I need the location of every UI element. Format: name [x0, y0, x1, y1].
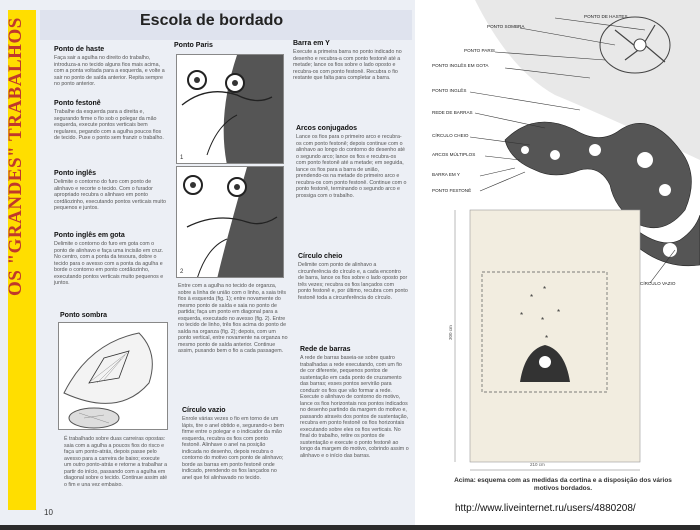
section-ponto-ingles: [54, 170, 166, 212]
section-title: Ponto festonê: [54, 100, 101, 107]
ponto-paris-figure-2: [176, 166, 284, 278]
label-ponto-de-hastes: PONTO DE HASTES: [584, 14, 628, 19]
section-circulo-cheio: [298, 253, 408, 301]
section-ponto-paris-title-wrap: [174, 42, 284, 51]
series-title: OS "GRANDES" TRABALHOS: [5, 17, 26, 296]
section-text: A rede de barras baseia-se sobre quatro trabalhadas a rede executando, com um fio de cor diferente, pequenos pontos de sustentação em cada ponto de cruzamento das barras; esses pontos servirão para conduzir os fios que vão formar a rede. Execute o alinhavo de contorno do motivo, lance os fios horizontais nos pontos indicados no desenho partindo da margem do motivo e, passando através dos pontos de sustentação, recubra em ponto festonê os fios horizontais executando sobre eles os fios verticais. No final do trabalho, retire os pontos de sustentação e execute o ponto festonê ao longo da margem do motivo, cobrindo assim o alinhavo e o início das barras.: [300, 355, 409, 459]
svg-text:*: *: [530, 293, 534, 302]
section-title: Ponto de haste: [54, 46, 105, 53]
label-circulo-vazio: CÍRCULO VAZIO: [640, 281, 676, 286]
section-title: Ponto sombra: [60, 312, 108, 319]
section-ponto-paris: [178, 283, 288, 355]
svg-text:*: *: [543, 285, 547, 294]
section-text: Faça sair a agulha no direito do trabalho, introduza-a no tecido alguns fios mais acima, com a ponta voltada para a esquerda, e volte a sair no ponto de saída anterior. Repita sempre no ponto anterior.: [54, 55, 165, 87]
section-ponto-festone: [54, 100, 166, 142]
source-url: http://www.liveinternet.ru/users/4880208/: [455, 503, 636, 514]
dimension-height: 300 cm: [448, 325, 453, 340]
section-text: Entre com a agulha no tecido de organza, sobre a linha de união com o linho, a saia três fios à esquerda (fig. 1); entre novamente do mesmo ponto de saída e saia no ponto de partida; faça um ponto em diagonal para a esquerda, executado no avesso (fig. 2). Entre no tecido de linho, três fios acima do ponto de saída na organza (fig. 2); depois, com um ponto vertical, entre novamente na organza no mesmo ponto de saída anterior. Continue assim, puxando bem o fio a cada passagem.: [178, 283, 288, 354]
label-circulo-cheio: CÍRCULO CHEIO: [432, 133, 469, 138]
section-title: Arcos conjugados: [296, 125, 358, 132]
figure-number: 1: [180, 155, 184, 161]
figure-number: 2: [180, 269, 184, 275]
svg-text:*: *: [541, 316, 545, 325]
section-text: Execute a primeira barra no ponto indicado no desenho e recubra-a com ponto festonê até a metade; lance os fios sobre o lado oposto e recubra-os com ponto festonê. Recubra o fio restante que falta para completar a barra.: [293, 49, 402, 81]
label-ponto-ingles: PONTO INGLÊS: [432, 88, 467, 93]
embroidery-diagram: [415, 0, 700, 525]
dimension-width: 210 cm: [530, 462, 545, 467]
label-ponto-ingles-gota: PONTO INGLÊS EM GOTA: [432, 63, 489, 68]
ponto-sombra-illustration: [58, 322, 168, 430]
section-text: Trabalhe da esquerda para a direita e, segurando firme o fio sob o polegar da mão esquerda, execute pontos verticais bem regulares, pegando com a agulha poucos fios de tecido. Puxe o ponto sem franzir o trabalho.: [54, 109, 164, 141]
ponto-paris-figure-1: [176, 54, 284, 164]
right-page: [415, 0, 700, 525]
page-number: 10: [44, 508, 53, 517]
label-ponto-festone: PONTO FESTONÊ: [432, 188, 472, 193]
label-ponto-sombra: PONTO SOMBRA: [487, 24, 525, 29]
section-text: Delimite com ponto de alinhavo a circunferência do círculo e, a cada encontro de barra, lance os fios sobre o lado oposto por três vezes; recubra os fios lançados com ponto festonê e, por último, recubra com ponto festonê toda a circunferência do círculo.: [298, 262, 408, 301]
svg-text:*: *: [520, 311, 524, 320]
section-title: Ponto inglês em gota: [54, 232, 125, 239]
section-text: Lance os fios para o primeiro arco e recubra-os com ponto festonê; depois continue com o alinhavo ao longo do contorno do desenho até o segundo arco; lance os fios e recubra-os com ponto festonê até a metade; em seguida, lance os fios para a barra de união, prendendo-os na metade do primeiro arco e recubra-os com ponto festonê. Continue com o ponto festonê, terminando o segundo arco e prossiga com o trabalho.: [296, 134, 407, 199]
page-title: Escola de bordado: [140, 12, 284, 29]
svg-text:*: *: [545, 334, 549, 343]
section-title: Barra em Y: [293, 40, 330, 47]
section-ponto-de-haste: [54, 46, 166, 88]
section-title: Círculo vazio: [182, 407, 226, 414]
section-ponto-sombra: [64, 436, 168, 488]
section-title: Ponto inglês: [54, 170, 96, 177]
section-title: Ponto Paris: [174, 42, 213, 49]
label-barra-em-y: BARRA EM Y: [432, 172, 460, 177]
section-text: Delimite o contorno do furo em gota com o ponto de alinhavo e faça uma incisão em cruz. No centro, com a ponta da tesoura, dobre o tecido para o avesso com a ponta da agulha e borde o contorno em ponto cordãozinho, executando pontos verticais muito pequenos e juntos.: [54, 241, 164, 286]
section-text: Delimite o contorno do furo com ponto de alinhavo e recorte o tecido. Com o furador apropriado recubra o alinhavo em ponto cordãozinho, executando pontos verticais muito pequenos e juntos.: [54, 179, 166, 211]
section-text: Enrole várias vezes o fio em torno de um lápis, tire o anel obtido e, segurando-o bem firme entre o polegar e o indicador da mão esquerda, recubra os fios com ponto festonê. Alinhave o anel na posição indicada no desenho, depois recubra o contorno do motivo com ponto de alinhavo; borde as barras em ponto festonê onde indicado, prendendo os fios lançados no anel que foi alinhavado no tecido.: [182, 416, 284, 481]
section-ponto-sombra-title-wrap: [60, 312, 166, 321]
label-rede-de-barras: REDE DE BARRAS: [432, 110, 473, 115]
section-arcos-conjugados: [296, 125, 407, 199]
label-ponto-paris: PONTO PARIS: [464, 48, 495, 53]
section-rede-de-barras: [300, 346, 409, 459]
section-barra-em-y: [293, 40, 407, 82]
section-text: É trabalhado sobre duas carreiras opostas: saia com a agulha a poucos fios do risco e faça um ponto-atrás, depois passe pelo avesso para a carreira de baixo; execute um outro ponto-atrás e retorne a trabalhar a partir do início, passando com a agulha em diagonal sobre o tecido. Continue assim até o fim e una vez embaixo.: [64, 436, 168, 488]
section-circulo-vazio: [182, 407, 286, 481]
svg-text:*: *: [557, 308, 561, 317]
section-ponto-ingles-gota: [54, 232, 166, 287]
label-arcos-multiplos: ARCOS MÚLTIPLOS: [432, 152, 476, 157]
section-title: Círculo cheio: [298, 253, 343, 260]
figure-caption: Acima: esquema com as medidas da cortina e a disposição dos vários motivos bordados.: [454, 477, 672, 492]
section-title: Rede de barras: [300, 346, 351, 353]
